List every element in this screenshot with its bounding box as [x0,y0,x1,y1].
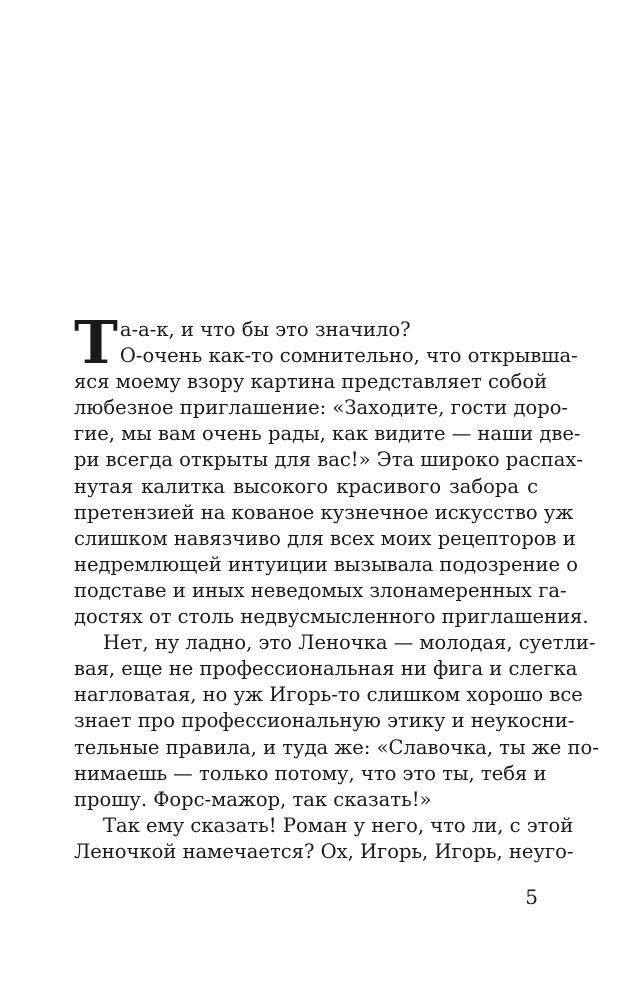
text-line: ри всегда открыты для вас!» Эта широко распах- [74,448,584,472]
text-line: Леночкой намечается? Ох, Игорь, Игорь, неуго- [74,839,574,863]
text-line: прошу. Форс-мажор, так сказать!» [74,787,432,811]
text-line: тельные правила, и туда же: «Славочка, ты же по- [74,735,599,759]
body-text [74,308,599,865]
text-line: недремлющей интуиции вызывала подозрение о [74,552,579,576]
drop-cap: Т [74,308,118,377]
text-line: гие, мы вам очень рады, как видите — наши две- [74,422,581,446]
text-line: достях от столь недвусмысленного приглашения. [74,605,589,629]
text-line: а-а-к, и что бы это значило? [119,318,411,341]
text-line: претензией на кованое кузнечное искусство уж [74,500,574,524]
text-line: Нет, ну ладно, это Леночка — молодая, суетли- [103,631,596,655]
text-line: любезное приглашение: «Заходите, гости доро- [74,396,569,420]
text-line: знает про профессиональную этику и неукосни- [74,709,575,733]
paragraph-2 [74,630,599,813]
text-line: подставе и иных неведомых злонамеренных га- [74,578,567,602]
text-line: Так ему сказать! Роман у него, что ли, с этой [103,813,574,837]
paragraph-3 [74,813,574,865]
text-line: вая, еще не профессиональная ни фига и слегка [74,657,578,681]
text-line: яся моему взору картина представляет собой [74,370,548,394]
text-line: слишком навязчиво для всех моих рецепторов и [74,526,576,550]
text-line: О-очень как-то сомнительно, что открывша- [119,344,578,368]
text-line: нутая калитка высокого красивого забора с [74,474,538,498]
text-line: нимаешь — только потому, что это ты, тебя и [74,761,547,785]
page-number: 5 [525,885,538,909]
text-line: нагловатая, но уж Игорь-то слишком хорошо все [74,683,583,707]
paragraph-1 [74,308,589,630]
